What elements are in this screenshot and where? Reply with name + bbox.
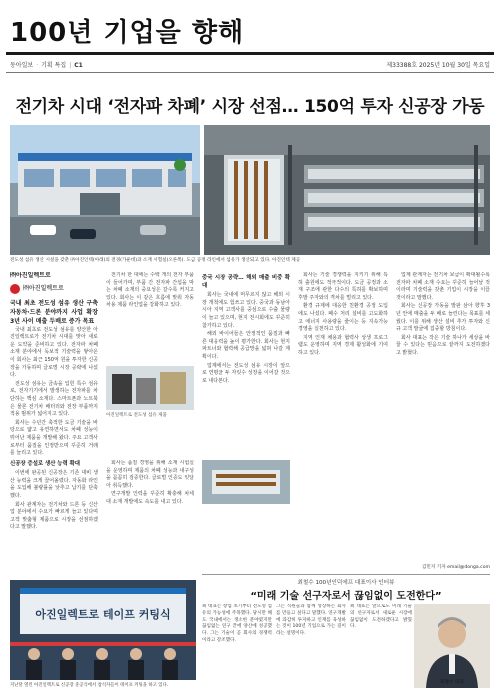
ceremony-caption: 지난달 열린 아진일렉트로 신공장 준공식에서 참석자들이 테이프 커팅을 하고 있다. [10,683,169,688]
body-paragraph: 회사는 신공장 가동을 발판 삼아 향후 3년 안에 매출을 두 배로 늘린다는 목표를 세웠다. 이를 위해 생산 설비 추가 투자와 신규 고객 발굴에 집중할 방침이다. [396,303,490,333]
body-paragraph: 회사 대표는 작은 기술 하나가 세상을 바꿀 수 있다는 믿음으로 끝까지 도전하겠다고 밝혔다. [396,334,490,356]
body-paragraph: 업계에서는 전도성 섬유 시장이 앞으로 연평균 두 자릿수 성장을 이어갈 것으로 내다본다. [202,362,290,384]
article-headline: 전기차 시대 ‘전자파 차폐’ 시장 선점… 150억 투자 신공장 가동 [15,97,485,117]
feature-label: 기획 특집 [41,62,67,69]
article-column-3 [202,272,290,562]
inspection-photo [202,460,290,504]
body-paragraph: 회사 관계자는 전기차와 드론 등 신산업 분야에서 수요가 빠르게 늘고 있다며 고객 맞춤형 제품으로 시장을 선점하겠다고 말했다. [10,501,98,531]
newspaper-name: 동아일보 [10,62,34,69]
article-column-2-lower [106,460,194,580]
product-photo-caption: 아진일렉트로 전도성 섬유 제품 [106,413,167,418]
ceremony-banner-text: 아진일렉트로 테이프 커팅식 [35,608,171,621]
masthead-info-row [6,58,494,70]
factory-exterior-photo [10,125,200,255]
interview-title: “미래 기술 선구자로서 끊임없이 도전한다” [250,591,442,602]
section-subheading: 신공장 증설로 생산 능력 확대 [10,460,80,467]
body-paragraph: 전도성 섬유는 금속을 입힌 특수 섬유로, 전자기기에서 발생하는 전자파를 차단하는 핵심 소재다. 스마트폰과 노트북은 물론 전기차 배터리와 전장 부품까지 적용 범위가 넓어지고 있다. [10,380,98,418]
company-label: ㈜아진일렉트로 [10,272,51,279]
body-paragraph: 회사는 수년간 축적한 도금 기술을 바탕으로 얇고 유연하면서도 차폐 성능이 뛰어난 제품을 개발해 왔다. 주요 고객사로부터 품질을 인정받으며 꾸준히 거래를 늘리고 있다. [10,419,98,457]
body-paragraph: 회사는 기술 경쟁력을 지키기 위해 특허 출원에도 적극적이다. 도금 공정과 소재 구조에 관한 다수의 특허를 확보하며 후발 주자와의 격차를 벌리고 있다. [298,272,388,301]
article-column-2 [106,272,194,364]
issue-info [386,60,490,69]
ceremony-photo [10,580,196,680]
body-paragraph: 연구개발 인력을 꾸준히 확충해 차세대 소재 개발에도 속도를 내고 있다. [106,491,194,505]
article-column-4 [298,272,388,562]
company-logo [10,284,98,294]
masthead [6,6,494,54]
body-paragraph: 업계 관계자는 전기차 보급이 확대될수록 전자파 차폐 소재 수요는 꾸준히 늘어날 것이라며 기술력을 갖춘 기업이 시장을 이끌 것이라고 말했다. [396,272,490,301]
publication-info: 동아일보 · 기획 특집 | C1 [10,62,83,69]
header-divider [6,72,494,73]
body-paragraph: 회사는 품질 경영을 위해 소재 시험실을 운영하며 제품의 차폐 성능과 내구성을 꼼꼼히 검증한다. 글로벌 인증도 잇달아 취득했다. [106,460,194,489]
body-paragraph: 국내 최초로 전도성 섬유를 양산한 아진일렉트로가 전기차 시대를 맞아 새로운 도약을 준비하고 있다. 전자파 차폐 소재 분야에서 독보적 기술력을 쌓아온 이 회사는 최근 150억 원을 투자한 신공장을 가동하며 글로벌 시장 공략에 나섰다. [10,326,98,379]
interview-column-1: 최 대표는 창업 초기부터 전도성 섬유의 가능성에 주목했다. 당시만 해도 국내에서는 생소한 분야였지만 끊임없는 연구 끝에 양산에 성공했다. 그는 기술이 곧 회사의 경쟁력이라고 강조했다. [202,604,272,643]
issue-number: 제33388호 [386,62,418,69]
body-paragraph: 환경 규제에 대응한 친환경 공정 도입에도 나섰다. 폐수 처리 설비를 고도화하고 에너지 사용량을 줄이는 등 지속가능 경영을 실천하고 있다. [298,303,388,333]
article-column-5 [396,272,490,562]
interview-divider [202,574,490,575]
reporter-byline: 김민지 기자 email@donga.com [421,565,490,570]
photo-caption: 전도성 섬유 생산 시설을 갖춘 ㈜아진인텍(아래)의 전경(가운데)과 소재 시험실(오른쪽). 도금 공정 라인에서 섬유가 생산되고 있다. 아진인텍 제공 [10,258,301,263]
coating-line-photo [204,125,490,255]
body-paragraph: 이번에 완공된 신공장은 기존 대비 생산 능력을 크게 끌어올렸다. 자동화 라인을 도입해 불량률을 낮추고 납기를 단축했다. [10,470,98,500]
section-code: C1 [74,62,83,69]
masthead-title: 100년 기업을 향해 [10,18,245,48]
interview-kicker: 최철수 100년인덕에프 대표이사 인터뷰 [297,580,395,586]
interview-column-2: 그는 직원들과 함께 성장하는 회사를 만들고 싶다고 말했다. 연구개발에 과감히 투자하고 인재를 육성하는 것이 100년 기업으로 가는 길이라는 설명이다. [276,604,346,637]
issue-date: 2025년 10월 30일 목요일 [418,62,490,69]
body-paragraph: 전기차 한 대에는 수백 개의 전자 부품이 들어가며, 부품 간 전자파 간섭을 막는 차폐 소재의 중요성은 갈수록 커지고 있다. 회사는 이 같은 흐름에 맞춰 자동차용 제품 라인업을 강화하고 있다. [106,272,194,309]
section-subheading: 중국 시장 공략… 해외 매출 비중 확대 [202,275,290,289]
product-photo [106,366,194,410]
company-lead-text: 국내 최초 전도성 섬유 생산 구축 자동차·드론 분야까지 사업 확장 3년 사이 매출 두배로 증가 목표 [10,299,98,325]
body-paragraph: 해외 바이어들은 안정적인 품질과 빠른 대응력을 높이 평가한다. 회사는 현지 파트너와 협력해 공급망을 넓혀 나갈 계획이다. [202,331,290,360]
body-paragraph: 회사는 국내에 머무르지 않고 해외 시장 개척에도 힘쓰고 있다. 중국과 동남아시아 지역 고객사를 중심으로 수출 물량이 늘고 있으며, 현지 전시회에도 꾸준히 참가하고 있다. [202,292,290,329]
interview-column-3: 최 대표는 앞으로도 미래 기술의 선구자로서 새로운 시장에 끊임없이 도전하겠다고 밝혔다. [350,604,412,630]
company-logo-icon [10,284,20,294]
masthead-rule [6,52,494,55]
ceo-portrait [414,604,490,688]
company-logo-text: ㈜아진일렉트로 [23,284,64,292]
ceo-name: 최철수 대표 [440,680,464,685]
body-paragraph: 지역 인재 채용과 협력사 상생 프로그램도 운영하며 지역 경제 활성화에 기여하고 있다. [298,334,388,356]
